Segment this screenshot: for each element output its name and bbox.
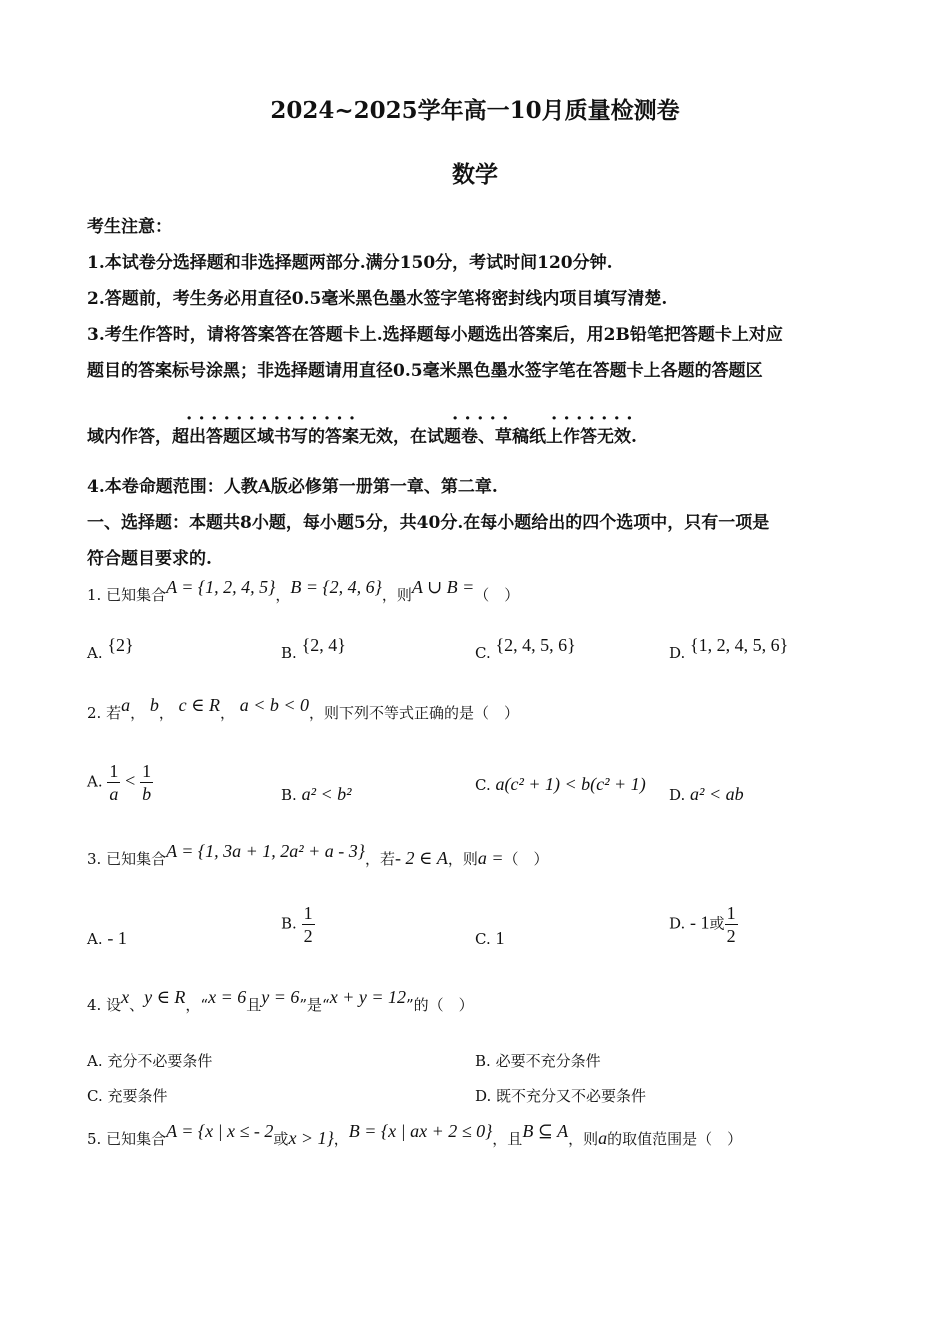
q1-option-a[interactable]: A. {2} bbox=[87, 635, 134, 662]
question-3: 3. 已知集合A = {1, 3a + 1, 2a² + a - 3}，若- 2 ∈ A，则a =（ ） bbox=[87, 841, 549, 868]
q1-set-b: B = {2, 4, 6} bbox=[290, 577, 382, 597]
q4-option-a[interactable]: A. 充分不必要条件 bbox=[87, 1052, 213, 1070]
notice-heading: 考生注意： bbox=[87, 217, 172, 237]
q4-option-c[interactable]: C. 充要条件 bbox=[87, 1087, 168, 1105]
section-1-line-1: 一、选择题：本题共8小题，每小题5分，共40分.在每小题给出的四个选项中，只有一项是 bbox=[87, 513, 770, 533]
q1-expr: A ∪ B = bbox=[411, 577, 475, 597]
question-1: 1. 已知集合A = {1, 2, 4, 5}，B = {2, 4, 6}，则A ∪ B =（ ） bbox=[87, 577, 520, 604]
notice-item-3-line-1: 3.考生作答时，请将答案答在答题卡上.选择题每小题选出答案后，用2B铅笔把答题卡上对应 bbox=[87, 325, 783, 345]
exam-page: 2024~2025学年高一10月质量检测卷 数学 考生注意： 1.本试卷分选择题和非选择题两部分.满分150分，考试时间120分钟. 2.答题前，考生务必用直径0.5毫米黑色墨水签字笔将密封线内项目填写清楚. 3.考生作答时，请将答案答在答题卡上.选择题每小题选出答案后，用2B铅笔把答题卡上对应 题目的答案标号涂黑；非选择题请用直径0.5毫米黑色墨水签字笔在答题卡上各题的答题区 · · · · · · · · · · · · · · · · · · · · · · · · · · 域内作答，超出答题区域书写的答案无效，在试题卷、草稿纸上作答无效. 4.本卷命题范围：人教A版必修第一册第一章、第二章. 一、选择题：本题共8小题，每小题5分，共40分.在每小题给出的四个选项中，只有一项是 符合题目要求的. 1. 已知集合A = {1, 2, 4, 5}，B = {2, 4, 6}，则A ∪ B =（ ） A. {2} B. {2, 4} C. {2, 4, 5, 6} D. {1, 2, 4, 5, 6} 2. 若a， b， c ∈ R， a < b < 0，则下列不等式正确的是（ ） A. $\frac{1}{a}$ < $\frac{1}{b}$ B. a² < b² C. a(c² + 1) < b(c² + 1) D. a² < ab 3. 已知集合A = {1, 3a + 1, 2a² + a - 3}，若- 2 ∈ A，则a =（ ） A. - 1 B. $\frac{1}{2}$ C. 1 D. - 1或 $\frac{1}{2}$ 4. 设x、y ∈ R，“x = 6且y = 6”是“x + y = 12”的（ ） A. 充分不必要条件 B. 必要不充分条件 C. 充要条件 D. 既不充分又不必要条件 5. 已知集合A = {x | x ≤ - 2或x > 1}，B = {x | ax + 2 ≤ 0}，且B ⊆ A，则a的取值范围是（ ） bbox=[0, 0, 950, 1344]
q4-option-b[interactable]: B. 必要不充分条件 bbox=[475, 1052, 601, 1070]
q2-option-b[interactable]: B. a² < b² bbox=[281, 784, 352, 804]
q2-option-c[interactable]: C. a(c² + 1) < b(c² + 1) bbox=[475, 774, 646, 794]
section-1-line-2: 符合题目要求的. bbox=[87, 549, 212, 569]
q2-option-d[interactable]: D. a² < ab bbox=[669, 784, 744, 804]
q1-set-a: A = {1, 2, 4, 5} bbox=[166, 577, 276, 597]
notice-item-3-line-3: 域内作答，超出答题区域书写的答案无效，在试题卷、草稿纸上作答无效. bbox=[87, 427, 637, 447]
q3-option-c[interactable]: C. 1 bbox=[475, 928, 505, 948]
q1-option-b[interactable]: B. {2, 4} bbox=[281, 635, 346, 662]
notice-item-3-line-2: 题目的答案标号涂黑；非选择题请用直径0.5毫米黑色墨水签字笔在答题卡上各题的答题区 bbox=[87, 361, 763, 381]
q1-option-d[interactable]: D. {1, 2, 4, 5, 6} bbox=[669, 635, 789, 662]
notice-item-1: 1.本试卷分选择题和非选择题两部分.满分150分，考试时间120分钟. bbox=[87, 253, 613, 273]
notice-item-4: 4.本卷命题范围：人教A版必修第一册第一章、第二章. bbox=[87, 477, 498, 497]
q4-option-d[interactable]: D. 既不充分又不必要条件 bbox=[475, 1087, 647, 1105]
q3-option-b[interactable]: B. $\frac{1}{2}$ bbox=[281, 903, 313, 946]
question-5: 5. 已知集合A = {x | x ≤ - 2或x > 1}，B = {x | ax + 2 ≤ 0}，且B ⊆ A，则a的取值范围是（ ） bbox=[87, 1121, 743, 1148]
q1-option-c[interactable]: C. {2, 4, 5, 6} bbox=[475, 635, 576, 662]
q3-option-d[interactable]: D. - 1或 $\frac{1}{2}$ bbox=[669, 903, 736, 946]
subject-title: 数学 bbox=[452, 161, 498, 188]
question-2: 2. 若a， b， c ∈ R， a < b < 0，则下列不等式正确的是（ ） bbox=[87, 695, 520, 722]
notice-item-2: 2.答题前，考生务必用直径0.5毫米黑色墨水签字笔将密封线内项目填写清楚. bbox=[87, 289, 668, 309]
q3-option-a[interactable]: A. - 1 bbox=[87, 928, 127, 948]
exam-title: 2024~2025学年高一10月质量检测卷 bbox=[270, 97, 680, 124]
question-4: 4. 设x、y ∈ R，“x = 6且y = 6”是“x + y = 12”的（ ） bbox=[87, 987, 474, 1014]
q2-option-a[interactable]: A. $\frac{1}{a}$ < $\frac{1}{b}$ bbox=[87, 761, 152, 804]
